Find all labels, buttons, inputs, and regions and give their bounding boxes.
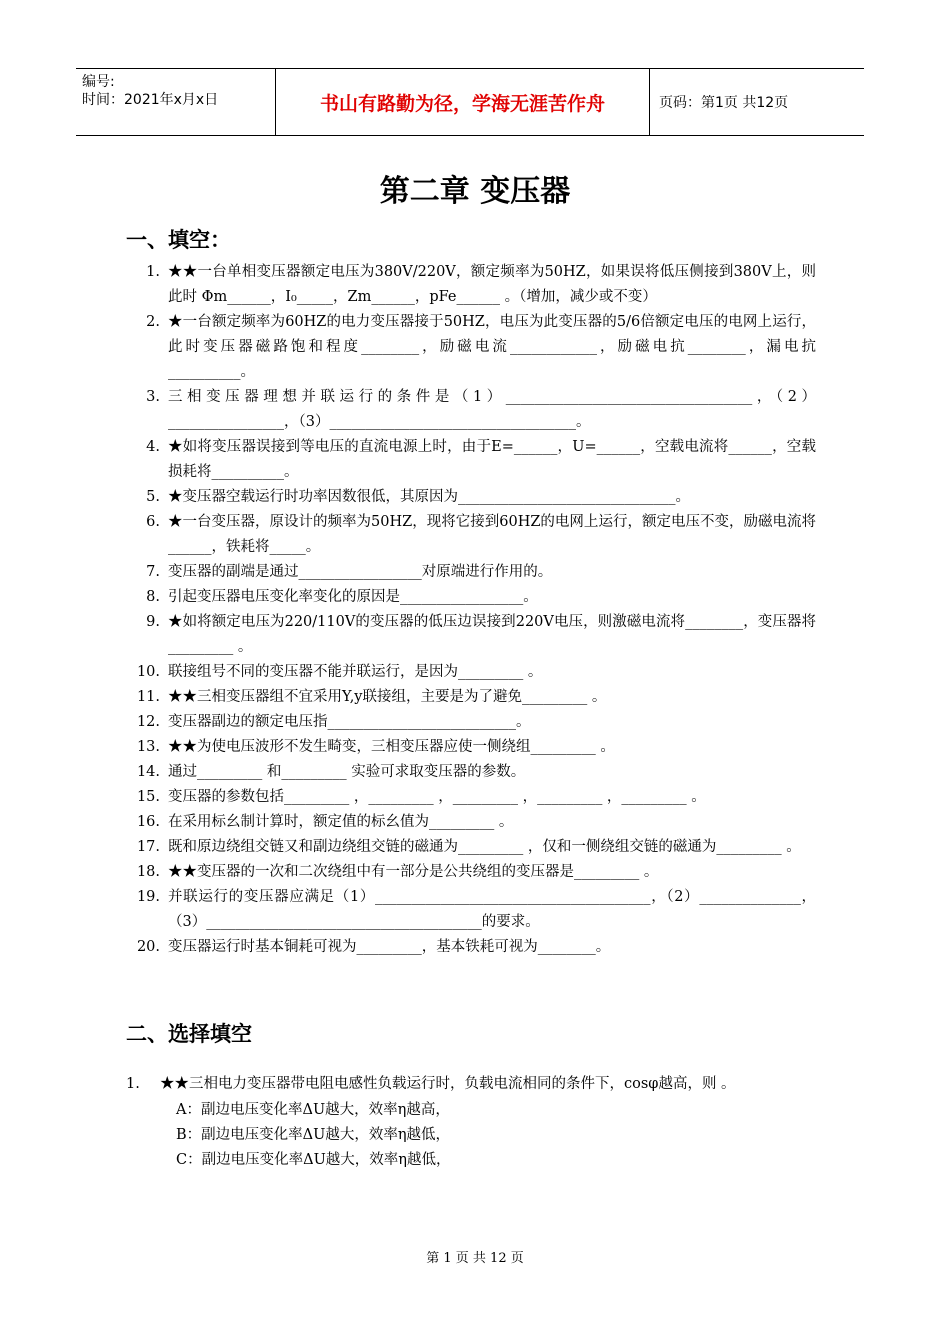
list-item <box>126 510 816 560</box>
item-text: ★变压器空载运行时功率因数很低，其原因为______________________________。 <box>168 489 690 505</box>
item-text: 变压器运行时基本铜耗可视为_________，基本铁耗可视为________。 <box>168 939 611 955</box>
list-item <box>126 385 816 435</box>
item-number: 14. <box>136 764 160 780</box>
list-item <box>126 860 816 885</box>
item-text: ★★三相变压器组不宜采用Y,y联接组，主要是为了避免_________ 。 <box>168 689 607 705</box>
header-meta <box>76 69 276 135</box>
list-item <box>126 785 816 810</box>
item-text: 并联运行的变压器应满足（1）______________________________________，（2）______________，（3）______________________________________的要求。 <box>168 889 816 930</box>
item-number: 20. <box>136 939 160 955</box>
item-number: 9. <box>146 614 160 630</box>
list-item <box>126 835 816 860</box>
list-item <box>126 610 816 660</box>
item-number: 13. <box>136 739 160 755</box>
item-text: ★★变压器的一次和二次绕组中有一部分是公共绕组的变压器是_________ 。 <box>168 864 659 880</box>
option-b: B：副边电压变化率ΔU越大，效率η越低， <box>176 1127 451 1143</box>
item-number: 4. <box>146 439 160 455</box>
list-item <box>126 435 816 485</box>
header-motto: 书山有路勤为径，学海无涯苦作舟 <box>276 69 650 135</box>
item-number: 8. <box>146 589 160 605</box>
item-text: ★一台额定频率为60HZ的电力变压器接于50HZ，电压为此变压器的5/6倍额定电压的电网上运行，此时变压器磁路饱和程度________，励磁电流____________，励磁电抗________，漏电抗__________。 <box>168 314 816 380</box>
list-item <box>126 735 816 760</box>
item-number: 12. <box>136 714 160 730</box>
item-number: 11. <box>136 689 160 705</box>
option-c: C：副边电压变化率ΔU越大，效率η越低， <box>176 1152 451 1168</box>
list-item <box>126 685 816 710</box>
list-item <box>126 660 816 685</box>
list-item <box>126 585 816 610</box>
list-item <box>126 810 816 835</box>
choice-question <box>126 1070 816 1173</box>
item-text: ★一台变压器，原设计的频率为50HZ，现将它接到60HZ的电网上运行，额定电压不变，励磁电流将______，铁耗将_____。 <box>168 514 816 555</box>
list-item <box>126 935 816 960</box>
list-item <box>126 560 816 585</box>
question-number: 1. <box>126 1076 140 1092</box>
item-text: ★★为使电压波形不发生畸变，三相变压器应使一侧绕组_________ 。 <box>168 739 615 755</box>
item-number: 18. <box>136 864 160 880</box>
question-text: ★★三相电力变压器带电阻电感性负载运行时，负载电流相同的条件下，cosφ越高，则 。 <box>160 1076 736 1092</box>
date-label: 时间：2021年x月x日 <box>82 92 219 108</box>
item-text: 引起变压器电压变化率变化的原因是_________________。 <box>168 589 538 605</box>
item-text: 联接组号不同的变压器不能并联运行，是因为_________ 。 <box>168 664 543 680</box>
item-text: ★★一台单相变压器额定电压为380V/220V，额定频率为50HZ，如果误将低压侧接到380V上，则此时 Φm______，I₀_____，Zm______，pFe______ 。（增加，减少或不变） <box>168 264 816 305</box>
section-heading-choice: 二、选择填空 <box>126 1022 252 1046</box>
item-number: 10. <box>136 664 160 680</box>
item-text: 三相变压器理想并联运行的条件是（1）__________________________________，（2）________________，（3）__________________________________。 <box>168 389 816 430</box>
item-number: 1. <box>146 264 160 280</box>
item-number: 15. <box>136 789 160 805</box>
item-text: 变压器的副端是通过_________________对原端进行作用的。 <box>168 564 553 580</box>
item-number: 5. <box>146 489 160 505</box>
page-footer: 第 1 页 共 12 页 <box>426 1251 524 1266</box>
item-text: 通过_________ 和_________ 实验可求取变压器的参数。 <box>168 764 526 780</box>
chapter-title: 第二章 变压器 <box>379 174 571 209</box>
item-number: 7. <box>146 564 160 580</box>
item-number: 6. <box>146 514 160 530</box>
item-text: 既和原边绕组交链又和副边绕组交链的磁通为_________ ，仅和一侧绕组交链的磁通为_________ 。 <box>168 839 801 855</box>
item-text: ★如将变压器误接到等电压的直流电源上时，由于E=______，U=______，空载电流将______，空载损耗将__________。 <box>168 439 816 480</box>
item-text: 在采用标幺制计算时，额定值的标幺值为_________ 。 <box>168 814 514 830</box>
list-item <box>126 760 816 785</box>
question-stem <box>126 1070 816 1098</box>
header-page-info: 页码：第1页 共12页 <box>659 95 789 111</box>
item-number: 3. <box>146 389 160 405</box>
list-item <box>126 260 816 310</box>
list-item <box>126 710 816 735</box>
item-number: 19. <box>136 889 160 905</box>
page-header <box>76 68 864 136</box>
section-heading-fill-in: 一、填空： <box>126 228 231 252</box>
list-item <box>126 885 816 935</box>
list-item <box>126 485 816 510</box>
code-label: 编号: <box>82 74 115 90</box>
item-number: 17. <box>136 839 160 855</box>
item-text: 变压器的参数包括_________ ，_________ ，_________ ，_________ ，_________ 。 <box>168 789 706 805</box>
item-text: 变压器副边的额定电压指__________________________。 <box>168 714 531 730</box>
item-number: 2. <box>146 314 160 330</box>
item-number: 16. <box>136 814 160 830</box>
option-a: A：副边电压变化率ΔU越大，效率η越高， <box>176 1102 450 1118</box>
fill-in-list <box>126 260 816 960</box>
list-item <box>126 310 816 385</box>
item-text: ★如将额定电压为220/110V的变压器的低压边误接到220V电压，则激磁电流将________，变压器将 _________ 。 <box>168 614 816 655</box>
